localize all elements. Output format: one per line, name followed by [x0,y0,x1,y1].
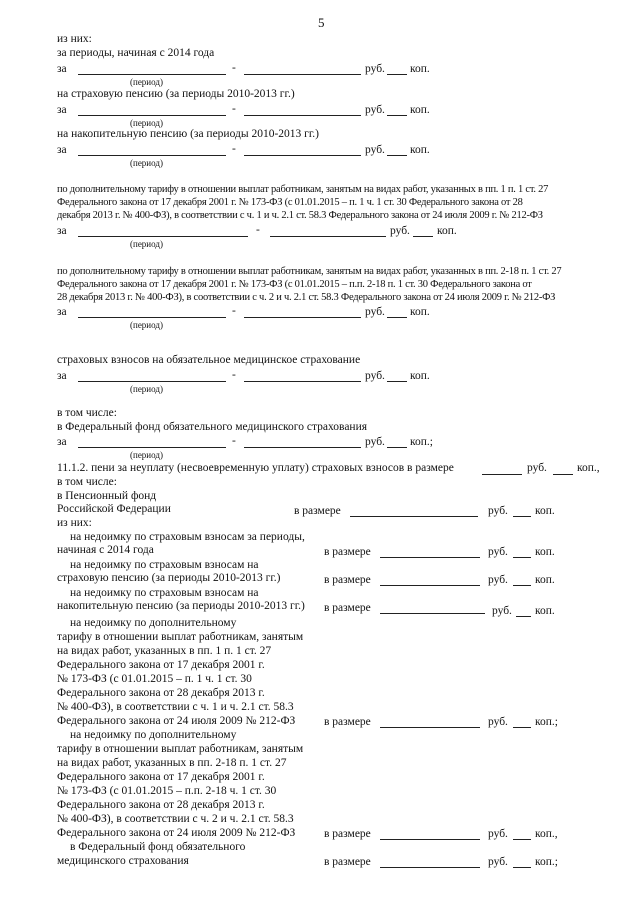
kop-field[interactable] [387,155,407,156]
period-start-field[interactable] [78,115,226,116]
period-end-field[interactable] [244,155,361,156]
r3-line-2: накопительную пенсию (за периоды 2010-2013 гг.) [57,600,305,612]
rub-label: руб. [488,856,508,868]
sec4-line-3: декабря 2013 г. № 400-ФЗ), в соответствии с ч. 1 и ч. 2.1 ст. 58.3 Федерального закона от 24 июля 2009 г. № 212-ФЗ [57,210,543,221]
dash: - [232,305,236,317]
period-start-field[interactable] [78,74,226,75]
dash: - [232,103,236,115]
amount-rub-field[interactable] [380,585,480,586]
amount-rub-field[interactable] [380,867,480,868]
amount-kop-field[interactable] [513,727,531,728]
v-tom-chisle-label: в том числе: [57,407,117,419]
rub-label: руб. [365,370,385,382]
dash: - [256,224,260,236]
kop-field[interactable] [387,447,407,448]
r4-line-8: Федерального закона от 24 июля 2009 № 212-ФЗ [57,715,296,727]
r5-line-1: на недоимку по дополнительному [70,729,237,741]
amount-kop-field[interactable] [513,585,531,586]
rub-label: руб. [365,306,385,318]
za-label: за [57,144,67,156]
amount-kop-field[interactable] [513,557,531,558]
rub-label: руб. [365,63,385,75]
amount-rub-field[interactable] [380,613,485,614]
rub-label: руб. [365,144,385,156]
period-start-field[interactable] [78,381,226,382]
v-razmere-label: в размере [324,716,371,728]
kop-label: коп. [535,605,555,617]
za-label: за [57,104,67,116]
kop-label: коп. [410,370,430,382]
rub-label: руб. [488,716,508,728]
r5-line-4: Федерального закона от 17 декабря 2001 г. [57,771,265,783]
v-razmere-label: в размере [324,546,371,558]
page-number: 5 [318,15,325,30]
r5-line-6: Федерального закона от 28 декабря 2013 г. [57,799,265,811]
kop-label: коп. [410,104,430,116]
kop-field[interactable] [387,317,407,318]
kop-label: коп. [410,63,430,75]
sec4-line-2: Федерального закона от 17 декабря 2001 г. № 173-ФЗ (с 01.01.2015 – п. 1 ч. 1 ст. 30 Федерального закона от 28 [57,197,523,208]
za-label: за [57,306,67,318]
kop-label: коп., [535,828,558,840]
amount-rub-field[interactable] [380,727,480,728]
dash: - [232,62,236,74]
kop-label: коп. [410,306,430,318]
penalty-kop-field[interactable] [553,474,573,475]
rub-label: руб. [488,546,508,558]
dash: - [232,143,236,155]
amount-kop-field[interactable] [516,616,531,617]
r2-line-1: на недоимку по страховым взносам на [70,559,259,571]
r2-line-2: страховую пенсию (за периоды 2010-2013 гг.) [57,572,281,584]
r4-line-2: тарифу в отношении выплат работникам, занятым [57,631,304,643]
sec5-line-3: 28 декабря 2013 г. № 400-ФЗ), в соответствии с ч. 2 и ч. 2.1 ст. 58.3 Федерального закона от 24 июля 2009 г. № 212-ФЗ [57,292,556,303]
dash: - [232,369,236,381]
kop-field[interactable] [387,115,407,116]
kop-label: коп., [577,462,600,474]
v-razmere-label: в размере [324,574,371,586]
r4-line-1: на недоимку по дополнительному [70,617,237,629]
rub-label: руб. [365,104,385,116]
kop-field[interactable] [387,74,407,75]
period-caption: (период) [130,158,163,168]
v-razmere-label: в размере [324,856,371,868]
r4-line-5: № 173-ФЗ (с 01.01.2015 – п. 1 ч. 1 ст. 30 [57,673,252,685]
sec2-heading: на страховую пенсию (за периоды 2010-2013 гг.) [57,88,295,100]
r5-line-2: тарифу в отношении выплат работникам, занятым [57,743,304,755]
kop-label: коп. [410,144,430,156]
period-start-field[interactable] [78,447,226,448]
v-razmere-label: в размере [324,828,371,840]
period-end-field[interactable] [244,381,361,382]
r5-line-8: Федерального закона от 24 июля 2009 № 212-ФЗ [57,827,296,839]
amount-kop-field[interactable] [513,516,531,517]
za-label: за [57,436,67,448]
pf-label-2: Российской Федерации [57,503,171,515]
kop-label: коп.; [535,856,558,868]
kop-label: коп.; [410,436,433,448]
r6-line-2: медицинского страхования [57,855,189,867]
penalty-rub-field[interactable] [482,474,522,475]
sec5-line-1: по дополнительному тарифу в отношении выплат работникам, занятым на видах работ, указанных в пп. 2-18 п. 1 ст. 27 [57,266,562,277]
r5-line-3: на видах работ, указанных в пп. 2-18 п. 1 ст. 27 [57,757,287,769]
rub-label: руб. [365,436,385,448]
rub-label: руб. [527,462,547,474]
rub-label: руб. [488,828,508,840]
period-start-field[interactable] [78,236,248,237]
amount-rub-field[interactable] [350,516,478,517]
period-start-field[interactable] [78,317,226,318]
rub-label: руб. [488,574,508,586]
kop-field[interactable] [387,381,407,382]
kop-label: коп.; [535,716,558,728]
amount-kop-field[interactable] [513,839,531,840]
sec4-line-1: по дополнительному тарифу в отношении выплат работникам, занятым на видах работ, указанных в пп. 1 п. 1 ст. 27 [57,184,549,195]
period-end-field[interactable] [244,74,361,75]
v-razmere-label: в размере [324,602,371,614]
kop-label: коп. [535,574,555,586]
r5-line-5: № 173-ФЗ (с 01.01.2015 – п.п. 2-18 ч. 1 ст. 30 [57,785,277,797]
period-end-field[interactable] [244,115,361,116]
kop-label: коп. [535,546,555,558]
rub-label: руб. [492,605,512,617]
r4-line-3: на видах работ, указанных в пп. 1 п. 1 ст. 27 [57,645,272,657]
period-caption: (период) [130,118,163,128]
r4-line-6: Федерального закона от 28 декабря 2013 г. [57,687,265,699]
pf-label-1: в Пенсионный фонд [57,490,157,502]
amount-rub-field[interactable] [380,557,480,558]
r1-line-2: начиная с 2014 года [57,544,154,556]
r6-line-1: в Федеральный фонд обязательного [70,841,246,853]
kop-label: коп. [535,505,555,517]
r3-line-1: на недоимку по страховым взносам на [70,587,259,599]
period-caption: (период) [130,239,163,249]
v-tom-chisle-label: в том числе: [57,476,117,488]
iz-nih-label: из них: [57,33,92,45]
period-caption: (период) [130,384,163,394]
za-label: за [57,225,67,237]
period-end-field[interactable] [244,317,361,318]
period-caption: (период) [130,77,163,87]
r1-line-1: на недоимку по страховым взносам за периоды, [70,531,305,543]
sec5-line-2: Федерального закона от 17 декабря 2001 г. № 173-ФЗ (с 01.01.2015 – п.п. 2-18 п. 1 ст. 30 Федерального закона от [57,279,532,290]
za-label: за [57,370,67,382]
sec3-heading: на накопительную пенсию (за периоды 2010-2013 гг.) [57,128,320,140]
p1112-label: 11.1.2. пени за неуплату (несвоевременную уплату) страховых взносов в размере [57,462,454,474]
iz-nih-label: из них: [57,517,92,529]
r4-line-4: Федерального закона от 17 декабря 2001 г. [57,659,265,671]
sec7-heading: в Федеральный фонд обязательного медицинского страхования [57,421,368,433]
kop-field[interactable] [413,236,433,237]
period-end-field[interactable] [244,447,361,448]
sec1-heading: за периоды, начиная с 2014 года [57,47,215,59]
period-caption: (период) [130,320,163,330]
r5-line-7: № 400-ФЗ), в соответствии с ч. 2 и ч. 2.1 ст. 58.3 [57,813,294,825]
amount-rub-field[interactable] [380,839,480,840]
period-start-field[interactable] [78,155,226,156]
period-end-field[interactable] [270,236,386,237]
kop-label: коп. [437,225,457,237]
period-caption: (период) [130,450,163,460]
rub-label: руб. [488,505,508,517]
dash: - [232,435,236,447]
za-label: за [57,63,67,75]
sec6-heading: страховых взносов на обязательное медицинское страхование [57,354,361,366]
r4-line-7: № 400-ФЗ), в соответствии с ч. 1 и ч. 2.1 ст. 58.3 [57,701,294,713]
v-razmere-label: в размере [294,505,341,517]
amount-kop-field[interactable] [513,867,531,868]
rub-label: руб. [390,225,410,237]
